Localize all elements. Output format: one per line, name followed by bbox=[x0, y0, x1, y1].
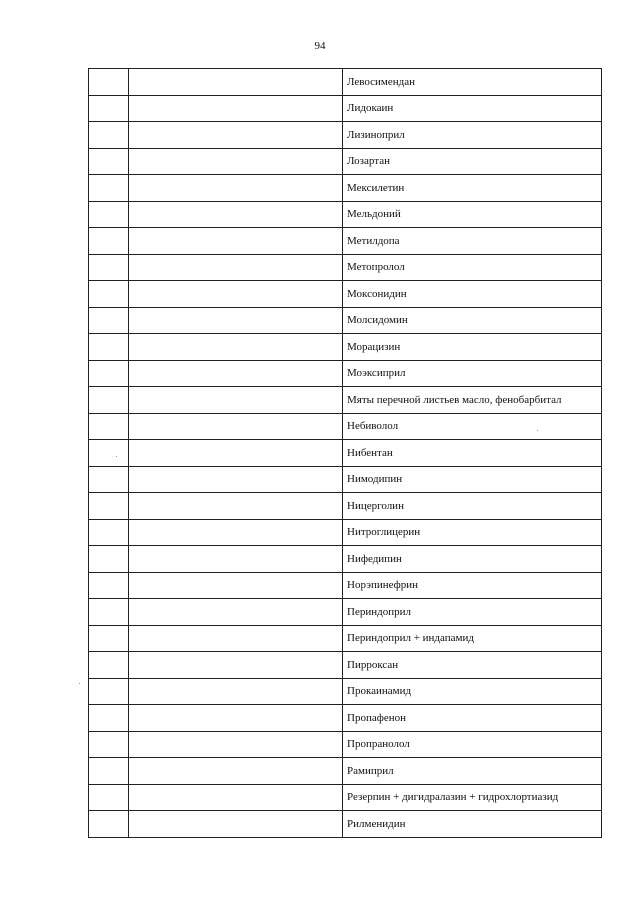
page-number: 94 bbox=[314, 40, 326, 52]
group-cell bbox=[129, 705, 343, 732]
table-row bbox=[89, 228, 602, 255]
group-cell bbox=[129, 440, 343, 467]
group-cell bbox=[129, 122, 343, 149]
table-row bbox=[89, 95, 602, 122]
drug-name-cell: Морацизин bbox=[343, 334, 602, 361]
row-index-cell bbox=[89, 625, 129, 652]
group-cell bbox=[129, 69, 343, 96]
row-index-cell bbox=[89, 228, 129, 255]
group-cell bbox=[129, 307, 343, 334]
row-index-cell bbox=[89, 599, 129, 626]
table-row bbox=[89, 122, 602, 149]
row-index-cell bbox=[89, 307, 129, 334]
row-index-cell bbox=[89, 334, 129, 361]
table-body bbox=[89, 69, 602, 838]
drug-table bbox=[88, 68, 602, 838]
scan-speck bbox=[537, 430, 538, 431]
row-index-cell bbox=[89, 546, 129, 573]
group-cell bbox=[129, 519, 343, 546]
table-row bbox=[89, 652, 602, 679]
table-row bbox=[89, 811, 602, 838]
drug-name-cell: Молсидомин bbox=[343, 307, 602, 334]
row-index-cell bbox=[89, 519, 129, 546]
group-cell bbox=[129, 572, 343, 599]
row-index-cell bbox=[89, 254, 129, 281]
drug-name-cell: Небиволол bbox=[343, 413, 602, 440]
table-row bbox=[89, 784, 602, 811]
drug-name-cell: Нимодипин bbox=[343, 466, 602, 493]
group-cell bbox=[129, 334, 343, 361]
group-cell bbox=[129, 493, 343, 520]
group-cell bbox=[129, 95, 343, 122]
drug-name-cell: Прокаинамид bbox=[343, 678, 602, 705]
group-cell bbox=[129, 599, 343, 626]
drug-name-cell: Периндоприл bbox=[343, 599, 602, 626]
group-cell bbox=[129, 413, 343, 440]
row-index-cell bbox=[89, 148, 129, 175]
table-row bbox=[89, 519, 602, 546]
scan-speck bbox=[116, 456, 117, 457]
row-index-cell bbox=[89, 69, 129, 96]
table-row bbox=[89, 360, 602, 387]
table-row bbox=[89, 440, 602, 467]
row-index-cell bbox=[89, 201, 129, 228]
row-index-cell bbox=[89, 784, 129, 811]
row-index-cell bbox=[89, 95, 129, 122]
table-row bbox=[89, 625, 602, 652]
drug-name-cell: Лидокаин bbox=[343, 95, 602, 122]
drug-name-cell: Ницерголин bbox=[343, 493, 602, 520]
drug-name-cell: Метилдопа bbox=[343, 228, 602, 255]
drug-name-cell: Пирроксан bbox=[343, 652, 602, 679]
table-row bbox=[89, 69, 602, 96]
table-row bbox=[89, 175, 602, 202]
drug-name-cell: Пропранолол bbox=[343, 731, 602, 758]
table-row bbox=[89, 201, 602, 228]
table-row bbox=[89, 546, 602, 573]
table-row bbox=[89, 281, 602, 308]
row-index-cell bbox=[89, 387, 129, 414]
drug-name-cell: Лозартан bbox=[343, 148, 602, 175]
table-row bbox=[89, 254, 602, 281]
drug-name-cell: Лизиноприл bbox=[343, 122, 602, 149]
group-cell bbox=[129, 546, 343, 573]
table-row bbox=[89, 599, 602, 626]
group-cell bbox=[129, 678, 343, 705]
row-index-cell bbox=[89, 652, 129, 679]
row-index-cell bbox=[89, 122, 129, 149]
group-cell bbox=[129, 228, 343, 255]
row-index-cell bbox=[89, 360, 129, 387]
table-row bbox=[89, 705, 602, 732]
drug-name-cell: Резерпин + дигидралазин + гидрохлортиазид bbox=[343, 784, 602, 811]
group-cell bbox=[129, 175, 343, 202]
row-index-cell bbox=[89, 281, 129, 308]
row-index-cell bbox=[89, 678, 129, 705]
table-row bbox=[89, 334, 602, 361]
table-row bbox=[89, 387, 602, 414]
row-index-cell bbox=[89, 758, 129, 785]
row-index-cell bbox=[89, 731, 129, 758]
row-index-cell bbox=[89, 413, 129, 440]
drug-name-cell: Моэксиприл bbox=[343, 360, 602, 387]
drug-name-cell: Периндоприл + индапамид bbox=[343, 625, 602, 652]
group-cell bbox=[129, 784, 343, 811]
group-cell bbox=[129, 731, 343, 758]
row-index-cell bbox=[89, 493, 129, 520]
row-index-cell bbox=[89, 811, 129, 838]
table-row bbox=[89, 731, 602, 758]
drug-name-cell: Нифедипин bbox=[343, 546, 602, 573]
row-index-cell bbox=[89, 466, 129, 493]
row-index-cell bbox=[89, 572, 129, 599]
group-cell bbox=[129, 625, 343, 652]
table-row bbox=[89, 493, 602, 520]
drug-name-cell: Моксонидин bbox=[343, 281, 602, 308]
scan-speck bbox=[79, 683, 80, 684]
group-cell bbox=[129, 652, 343, 679]
drug-name-cell: Мельдоний bbox=[343, 201, 602, 228]
row-index-cell bbox=[89, 440, 129, 467]
table-row bbox=[89, 148, 602, 175]
drug-name-cell: Нитроглицерин bbox=[343, 519, 602, 546]
group-cell bbox=[129, 387, 343, 414]
drug-name-cell: Пропафенон bbox=[343, 705, 602, 732]
group-cell bbox=[129, 360, 343, 387]
row-index-cell bbox=[89, 705, 129, 732]
group-cell bbox=[129, 281, 343, 308]
drug-name-cell: Метопролол bbox=[343, 254, 602, 281]
group-cell bbox=[129, 254, 343, 281]
drug-name-cell: Рилменидин bbox=[343, 811, 602, 838]
group-cell bbox=[129, 148, 343, 175]
drug-name-cell: Нибентан bbox=[343, 440, 602, 467]
group-cell bbox=[129, 201, 343, 228]
drug-name-cell: Рамиприл bbox=[343, 758, 602, 785]
group-cell bbox=[129, 811, 343, 838]
drug-name-cell: Левосимендан bbox=[343, 69, 602, 96]
group-cell bbox=[129, 758, 343, 785]
drug-name-cell: Мяты перечной листьев масло, фенобарбитал bbox=[343, 387, 602, 414]
table-row bbox=[89, 758, 602, 785]
row-index-cell bbox=[89, 175, 129, 202]
drug-name-cell: Мексилетин bbox=[343, 175, 602, 202]
table-row bbox=[89, 413, 602, 440]
table-row bbox=[89, 466, 602, 493]
table-row bbox=[89, 678, 602, 705]
group-cell bbox=[129, 466, 343, 493]
table-row bbox=[89, 572, 602, 599]
drug-name-cell: Норэпинефрин bbox=[343, 572, 602, 599]
table-row bbox=[89, 307, 602, 334]
